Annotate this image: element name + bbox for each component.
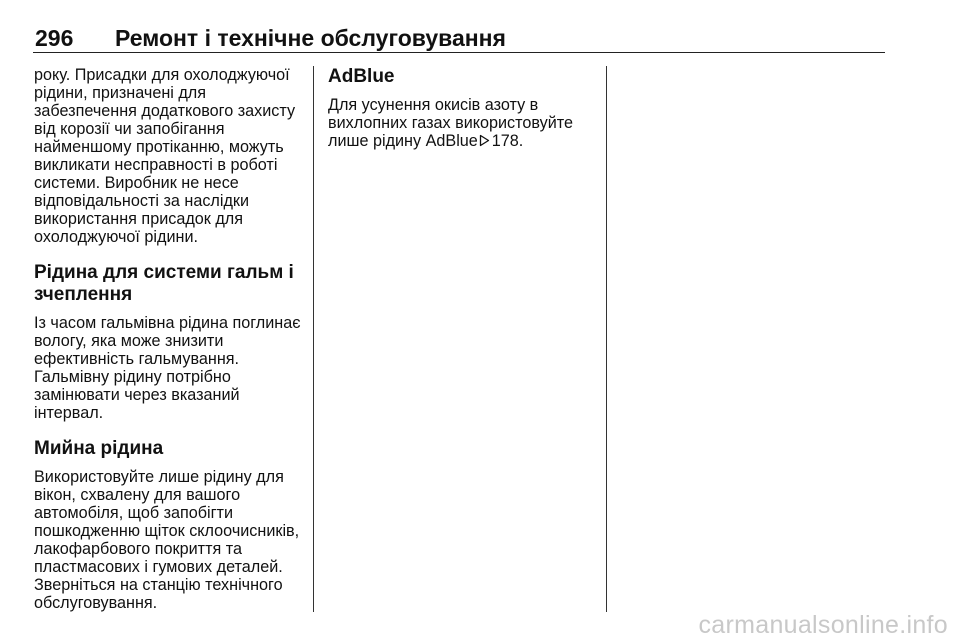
text-line: системи. Виробник не несе xyxy=(34,174,239,192)
text-line: відповідальності за наслідки xyxy=(34,192,250,210)
page-reference-number[interactable]: 178. xyxy=(491,132,524,150)
adblue-paragraph xyxy=(328,96,598,151)
page-reference-arrow-icon xyxy=(479,133,490,151)
text-line: Гальмівну рідину потрібно xyxy=(34,368,231,386)
text-line: автомобіля, щоб запобігти xyxy=(34,504,234,522)
washer-fluid-heading: Мийна рідина xyxy=(34,438,164,459)
text-line: вихлопних газах використовуйте xyxy=(328,114,573,132)
washer-fluid-paragraph xyxy=(34,468,304,612)
text-line: інтервал. xyxy=(34,404,104,422)
text-column-middle xyxy=(328,66,598,151)
text-line: пошкодженню щіток склоочисників, xyxy=(34,522,300,540)
watermark: carmanualsonline.info xyxy=(698,611,948,639)
page-header xyxy=(33,24,885,53)
text-line: Для усунення окисів азоту в xyxy=(328,96,539,114)
brake-fluid-heading xyxy=(34,262,304,306)
text-line: року. Присадки для охолоджуючої xyxy=(34,66,290,84)
page-number: 296 xyxy=(35,25,74,51)
text-line: обслуговування. xyxy=(34,594,158,612)
intro-paragraph xyxy=(34,66,304,246)
adblue-heading: AdBlue xyxy=(328,66,395,87)
text-column-left xyxy=(34,66,304,612)
text-line: лакофарбового покриття та xyxy=(34,540,243,558)
text-line: від корозії чи запобігання xyxy=(34,120,225,138)
text-line: ефективність гальмування. xyxy=(34,350,240,368)
column-divider-left xyxy=(313,66,314,612)
text-line: Із часом гальмівна рідина поглинає xyxy=(34,314,301,332)
heading-line: зчеплення xyxy=(34,284,133,305)
text-line: Використовуйте лише рідину для xyxy=(34,468,284,486)
text-line: вікон, схвалену для вашого xyxy=(34,486,241,504)
text-line xyxy=(328,132,598,151)
text-line: пластмасових і гумових деталей. xyxy=(34,558,283,576)
text-line: замінювати через вказаний xyxy=(34,386,240,404)
text-line: охолоджуючої рідини. xyxy=(34,228,198,246)
text-line: найменшому протіканню, можуть xyxy=(34,138,284,156)
brake-fluid-paragraph xyxy=(34,314,304,422)
heading-line: Рідина для системи гальм і xyxy=(34,262,294,283)
adblue-ref-text: лише рідину AdBlue xyxy=(328,132,478,150)
text-line: Зверніться на станцію технічного xyxy=(34,576,283,594)
chapter-title: Ремонт і технічне обслуговування xyxy=(115,25,506,51)
text-line: рідини, призначені для xyxy=(34,84,207,102)
text-line: використання присадок для xyxy=(34,210,244,228)
column-divider-right xyxy=(606,66,607,612)
text-line: забезпечення додаткового захисту xyxy=(34,102,296,120)
text-line: викликати несправності в роботі xyxy=(34,156,278,174)
text-line: вологу, яка може знизити xyxy=(34,332,224,350)
